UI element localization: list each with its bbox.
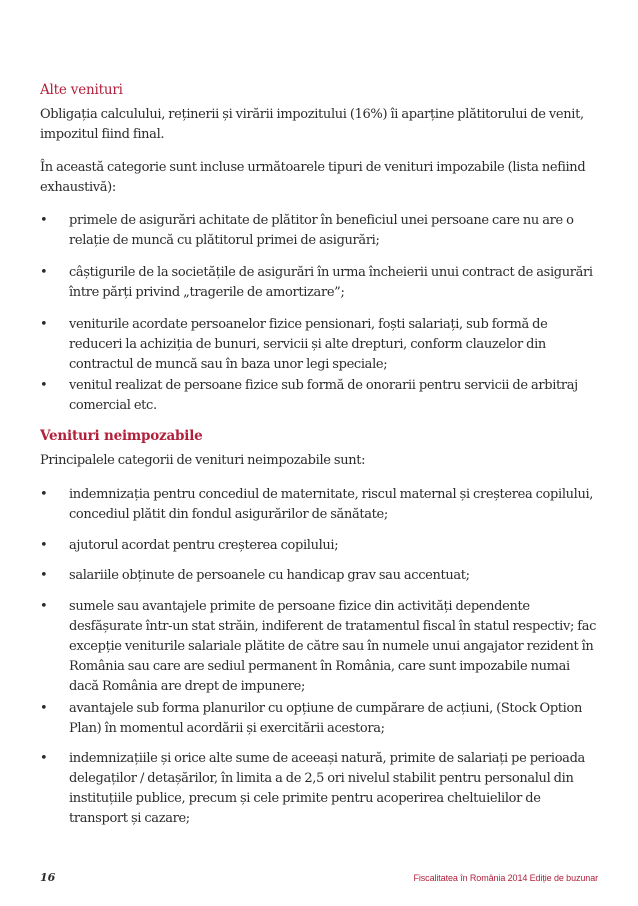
bullet-marker: • — [40, 487, 48, 502]
bullet-marker: • — [40, 751, 48, 766]
bullet-marker: • — [40, 599, 48, 614]
bullet-marker: • — [40, 265, 48, 280]
list-item-text: indemnizația pentru concediul de maternitate, riscul maternal și creșterea copilului, concediul plătit din fondul asigurărilor de sănătate; — [69, 487, 594, 522]
list-item-text: avantajele sub forma planurilor cu opțiune de cumpărare de acțiuni, (Stock Option Plan) în momentul acordării și exercitării acestora; — [69, 701, 582, 736]
paragraph-obligatia: Obligația calculului, reținerii și virării impozitului (16%) îi aparține plătitorului de venit, impozitul fiind final. — [40, 107, 584, 142]
list-item-text: câștigurile de la societățile de asigurări în urma încheierii unui contract de asigurări între părți privind „tragerile de amortizare”; — [69, 265, 593, 300]
paragraph-principalele-categorii: Principalele categorii de venituri neimpozabile sunt: — [40, 453, 366, 468]
page-number: 16 — [40, 871, 56, 884]
list-item-text: primele de asigurări achitate de plătitor în beneficiul unei persoane care nu are o relație de muncă cu plătitorul primei de asigurări; — [69, 213, 574, 248]
bullet-marker: • — [40, 213, 48, 228]
bullet-marker: • — [40, 701, 48, 716]
list-item-text: sumele sau avantajele primite de persoane fizice din activități dependente desfășurate într-un stat străin, indiferent de tratamentul fiscal în statul respectiv; fac excepție veniturile salariale plătite de către sau în numele unui angajator rezident în România sau care are sediul permanent în România, care sunt impozabile numai dacă România are drept de impunere; — [69, 599, 597, 694]
bullet-marker: • — [40, 378, 48, 393]
footer-title: Fiscalitatea în România 2014 Ediție de buzunar — [413, 873, 598, 883]
section-heading-venituri-neimpozabile: Venituri neimpozabile — [40, 428, 203, 444]
bullet-marker: • — [40, 568, 48, 583]
list-item-text: salariile obținute de persoanele cu handicap grav sau accentuat; — [69, 568, 470, 583]
paragraph-categorie: În această categorie sunt incluse următoarele tipuri de venituri impozabile (lista nefiind exhaustivă): — [40, 160, 586, 195]
list-item-text: venitul realizat de persoane fizice sub formă de onorarii pentru servicii de arbitraj comercial etc. — [69, 378, 578, 413]
list-item-text: ajutorul acordat pentru creșterea copilului; — [69, 538, 339, 553]
section-heading-alte-venituri: Alte venituri — [40, 82, 123, 98]
list-item-text: veniturile acordate persoanelor fizice pensionari, foști salariați, sub formă de reduceri la achiziția de bunuri, servicii și alte drepturi, conform clauzelor din contractul de muncă sau în baza unor legi speciale; — [69, 317, 548, 372]
bullet-marker: • — [40, 538, 48, 553]
bullet-marker: • — [40, 317, 48, 332]
list-item-text: indemnizațiile și orice alte sume de aceeași natură, primite de salariați pe perioada delegaților / detașărilor, în limita a de 2,5 ori nivelul stabilit pentru personalul din instituțiile publice, precum și cele primite pentru acoperirea cheltuielilor de transport și cazare; — [69, 751, 585, 826]
